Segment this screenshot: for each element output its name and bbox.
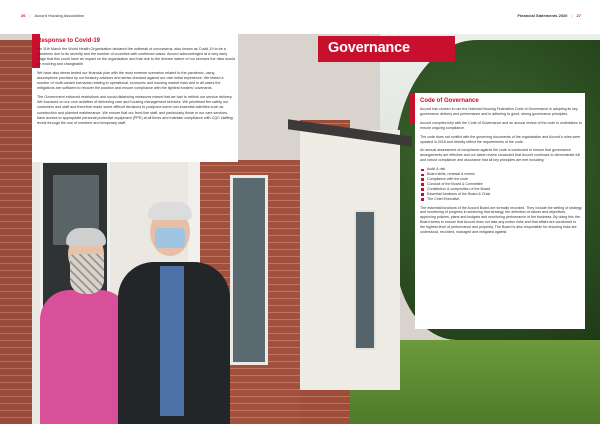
covid-paragraph: On 11th March the World Health Organization declared the outbreak of coronavirus, also known as Covid-19 to be a pandemic due to its severity and the number of countries with confirmed cases. Accord acknowledged at a very early stage that this could have an impact on the organisation and that due to the diverse nature of our services the risks would be evolving and changeable. bbox=[37, 47, 235, 67]
code-paragraph: An annual assessment of compliance against the code is conducted to ensure that governance arrangements are effective and our latest review concluded that Accord continues to demonstrate full and robust compliance and assurance that all key principles are met including: bbox=[420, 148, 581, 163]
code-heading: Code of Governance bbox=[420, 98, 479, 104]
right-page-number: 27 bbox=[576, 13, 581, 18]
code-of-governance-panel bbox=[415, 93, 585, 329]
list-item: The Chief Executive. bbox=[420, 197, 582, 202]
code-paragraph: Accord complies fully with the Code of Governance and an annual review of the code is undertaken to ensure ongoing compliance. bbox=[420, 120, 582, 130]
list-item: Conduct of the Board & Committee bbox=[420, 182, 582, 187]
resident-woman bbox=[40, 290, 130, 424]
governance-heading: Governance bbox=[328, 40, 410, 56]
code-body bbox=[420, 107, 582, 239]
resident-woman-face-covering bbox=[70, 254, 104, 294]
window bbox=[230, 175, 268, 365]
list-item: Compliance with the code bbox=[420, 177, 582, 182]
code-paragraph: The code does not conflict with the governing documents of the organisation and Accord's rules were updated in 2016 and directly reflect the requirements of the code. bbox=[420, 134, 581, 144]
header-left bbox=[21, 13, 84, 18]
gable-wall bbox=[300, 130, 400, 390]
header-right bbox=[517, 13, 581, 18]
list-item: Audit & risk bbox=[420, 167, 582, 172]
code-paragraph: The essential functions of the Accord Board are formally recorded. They include the setting of strategy and monitoring of progress in achieving that strategy, the definition of values and objectives, approving policies, plans and budgets and monitoring performance of the business. By doing this the Board seeks to ensure that Accord does not take any undue risks and that affairs are conducted to the highest level of performance and propriety. The Board is also responsible for ensuring risks are understood, recorded, managed and mitigated against. bbox=[420, 205, 582, 235]
list-item: Board skills, renewal & review bbox=[420, 172, 582, 177]
principles-list bbox=[420, 167, 582, 201]
accent-bar bbox=[409, 93, 415, 123]
page-header bbox=[0, 0, 600, 34]
left-running-title: Accord Housing Association bbox=[34, 13, 85, 18]
resident-man-shirt bbox=[160, 266, 184, 416]
list-item: Constitution & composition of the Board bbox=[420, 187, 582, 192]
code-paragraph: Accord has chosen to use the National Housing Federation Code of Governance in adopting its key governance delivery and performance and in adhering to good, strong governance principles. bbox=[420, 107, 578, 116]
left-page-number: 26 bbox=[21, 13, 26, 18]
brick-wall-left bbox=[0, 40, 32, 424]
resident-woman-hair bbox=[66, 228, 106, 246]
window-right bbox=[354, 210, 376, 350]
covid-response-panel bbox=[32, 34, 238, 162]
covid-body bbox=[37, 47, 235, 130]
header-separator: | bbox=[29, 13, 31, 18]
resident-man-hair bbox=[148, 202, 192, 220]
covid-paragraph: We have also stress tested our financial plan with the most extreme scenarios related to the pandemic, using assumptions provided by our treasury advisors and sense-checked against our own initial experience. We tested a number of multi-variant scenarios relating to operational, economic and housing market risks and in all cases the mitigations are sufficient to recover the position and ensure compliance with the tightest funders' covenants. bbox=[37, 71, 224, 91]
covid-heading: Response to Covid-19 bbox=[37, 38, 101, 44]
resident-man-face-mask bbox=[155, 228, 185, 248]
covid-paragraph: The Government enforced restrictions and social distancing measures meant that we had to rethink our service delivery. We focussed on our core activities of delivering care and housing management services. We prioritised the safety our customers and staff and therefore made some difficult decisions to postpone some non-essential activities such as construction and planned maintenance. We ensure that our front-line staff, and particularly those in our care services, have access to appropriate personal protective equipment (PPE) at all times and maintain compliance with CQC staffing levels through the use of overtime and temporary staff. bbox=[37, 95, 233, 125]
governance-banner bbox=[318, 36, 455, 62]
right-running-title: Financial Statements 2020 bbox=[517, 13, 568, 18]
list-item: Essential functions of the Board & Chair bbox=[420, 192, 582, 197]
header-separator: | bbox=[571, 13, 573, 18]
